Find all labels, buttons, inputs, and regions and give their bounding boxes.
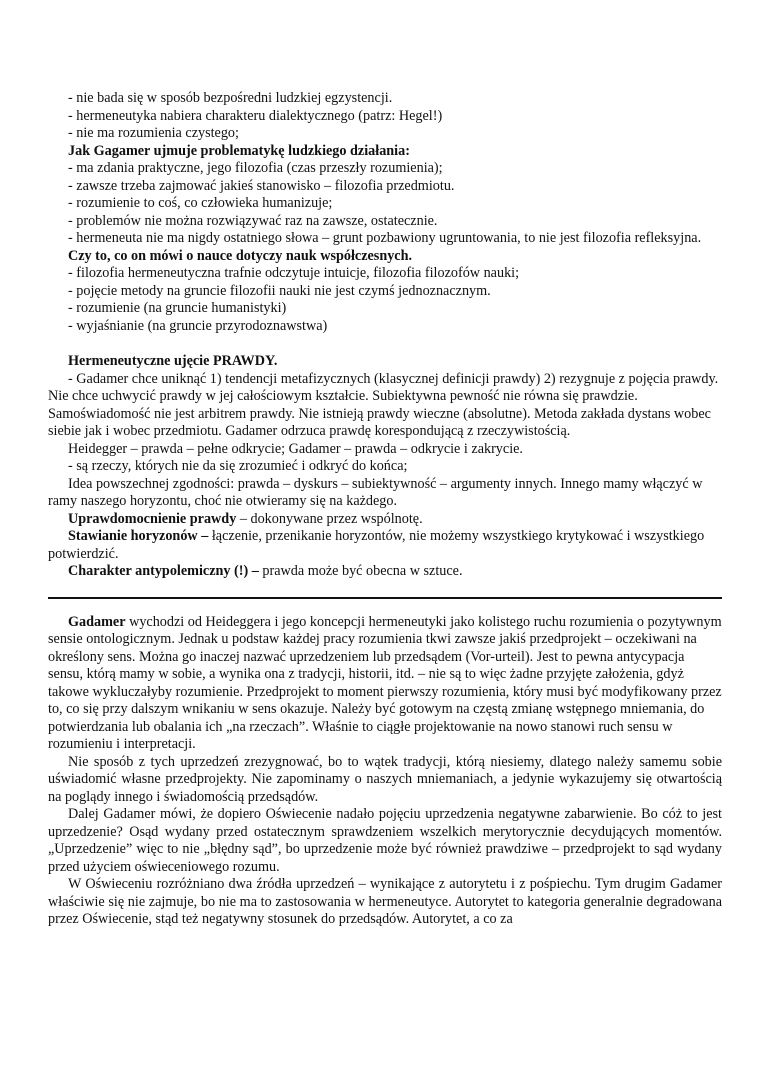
term: Charakter antypolemiczny (!) – (68, 563, 259, 579)
text-line: - nie bada się w sposób bezpośredni ludzkiej egzystencji. (68, 90, 393, 106)
text-line: - są rzeczy, których nie da się zrozumieć i odkryć do końca; (68, 458, 408, 474)
list-item: - hermeneuta nie ma nigdy ostatniego słowa – grunt pozbawiony ugruntowania, to nie jest filozofia refleksyjna. (68, 230, 702, 246)
paragraph: Dalej Gadamer mówi, że dopiero Oświecenie nadało pojęciu uprzedzenia negatywne zabarwienie. Bo cóż to jest uprzedzenie? Osąd wydany przed ostatecznym sprawdzeniem wszelkich merytorycznie decydujących momentów. „Uprzedzenie” więc to nie „błędny sąd”, bo uprzedzenie może być również prawdziwe – przedprojekt to sąd wydany przed użyciem oświeceniowego rozumu. (48, 806, 722, 875)
paragraph: Nie sposób z tych uprzedzeń zrezygnować, bo to wątek tradycji, którą niesiemy, dlatego należy samemu sobie uświadomić własne przedprojekty. Nie zapominamy o naszych mniemaniach, a jedynie wykazujemy się otwartością na poglądy innego i świadomością przedsądów. (48, 753, 722, 805)
paragraph: - Gadamer chce uniknąć 1) tendencji metafizycznych (klasycznej definicji prawdy) 2) rezygnuje z pojęcia prawdy. Nie chce uchwycić prawdy w jej całościowym kształcie. Subiektywna pewność nie równa się prawdzie. Samoświadomość nie jest arbitrem prawdy. Nie istnieją prawdy wieczne (absolutne). Metoda zakłada dystans wobec siebie jak i wobec przedmiotu. Gadamer odrzuca prawdę korespondującą z rzeczywistością. (48, 370, 719, 439)
list-item: - ma zdania praktyczne, jego filozofia (czas przeszły rozumienia); (68, 160, 443, 176)
text-line: - nie ma rozumienia czystego; (68, 125, 239, 141)
list-item: - rozumienie (na gruncie humanistyki) (68, 300, 287, 316)
paragraph (48, 614, 722, 754)
document-page (48, 90, 722, 929)
definition: prawda może być obecna w sztuce. (258, 563, 463, 579)
section-heading (48, 353, 722, 371)
list-item: - problemów nie można rozwiązywać raz na zawsze, ostatecznie. (68, 212, 438, 229)
list-item: - zawsze trzeba zajmować jakieś stanowisko – filozofia przedmiotu. (68, 177, 455, 194)
definition-line (48, 563, 722, 581)
term: Uprawdomocnienie prawdy (68, 510, 237, 527)
list-item: - rozumienie to coś, co człowieka humanizuje; (68, 195, 333, 211)
definition: – dokonywane przez wspólnotę. (236, 510, 423, 527)
list-item: - wyjaśnianie (na gruncie przyrodoznawstwa) (68, 317, 328, 334)
heading-text: Jak Gagamer ujmuje problematykę ludzkiego działania: (68, 142, 410, 159)
heading-text: Czy to, co on mówi o nauce dotyczy nauk współczesnych. (68, 247, 413, 264)
list-item: - filozofia hermeneutyczna trafnie odczytuje intuicje, filozofia filozofów nauki; (68, 265, 520, 281)
definition-line (48, 511, 722, 529)
section-heading (48, 248, 722, 266)
text-line: - hermeneutyka nabiera charakteru dialektycznego (patrz: Hegel!) (68, 107, 443, 124)
paragraph-text: wychodzi od Heideggera i jego koncepcji hermeneutyki jako kolistego ruchu rozumienia o pozytywnym sensie ontologicznym. Jednak u podstaw każdej pracy rozumienia tkwi zawsze jakiś przedprojekt – oczekiwani na określony sens. Można go inaczej nazwać uprzedzeniem lub przedsądem (Vor-urteil). Jest to pewna antycypacja sensu, którą mamy w sobie, a wynika ona z tradycji, historii, itd. – nie są to więc żadne przyjęte założenia, gdyż takowe wykluczałyby rozumienie. Przedprojekt to moment pierwszy rozumienia, który musi być modyfikowany przez to, co się przy dalszym wnikaniu w sens okazuje. Należy być gotowym na częstą zmianę wstępnego mniemania, do potwierdzania lub obalania ich „na rzeczach”. Właśnie to ciągłe projektowanie na nowo stanowi ruch sensu w rozumieniu i interpretacji. (48, 613, 722, 752)
section-heading (48, 143, 722, 161)
horizontal-rule (48, 597, 722, 599)
definition-line (48, 528, 722, 563)
author-name: Gadamer (68, 613, 126, 630)
paragraph: Idea powszechnej zgodności: prawda – dyskurs – subiektywność – argumenty innych. Innego mamy włączyć w ramy naszego horyzontu, choć nie otwieramy się na każdego. (48, 475, 703, 509)
term: Stawianie horyzonów – (68, 528, 209, 544)
heading-text: Hermeneutyczne ujęcie PRAWDY. (68, 353, 278, 369)
definition: łączenie, przenikanie horyzontów, nie możemy wszystkiego krytykować i wszystkiego potwierdzić. (48, 528, 705, 562)
paragraph: W Oświeceniu rozróżniano dwa źródła uprzedzeń – wynikające z autorytetu i z pośpiechu. Tym drugim Gadamer właściwie się nie zajmuje, bo nie ma to zastosowania w hermeneutyce. Autorytet to kategoria generalnie degradowana przez Oświecenie, stąd też negatywny stosunek do przedsądów. Autorytet, a co za (48, 876, 722, 927)
text-line: Heidegger – prawda – pełne odkrycie; Gadamer – prawda – odkrycie i zakrycie. (68, 440, 523, 457)
list-item: - pojęcie metody na gruncie filozofii nauki nie jest czymś jednoznacznym. (68, 282, 491, 299)
